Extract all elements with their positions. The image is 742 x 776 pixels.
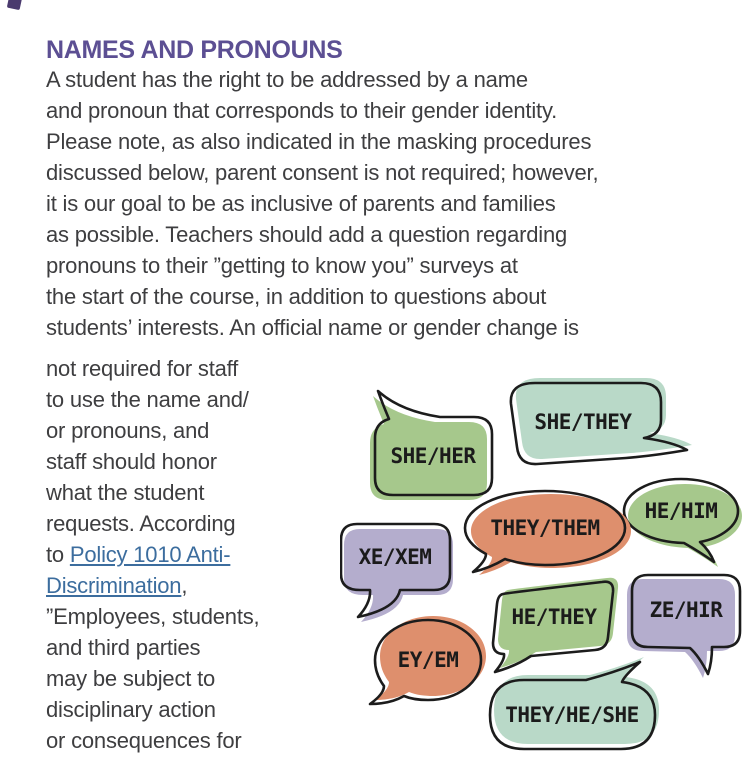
speech-bubble-ey-em	[370, 616, 486, 704]
bubble-fill	[627, 579, 735, 678]
paragraph-line: it is our goal to be as inclusive of parents and families	[46, 191, 556, 216]
paragraph-line	[46, 570, 346, 601]
paragraph-line: what the student	[46, 480, 205, 505]
paragraph-line: or pronouns, and	[46, 418, 210, 443]
bubble-fill	[494, 657, 659, 744]
paragraph-line: ”Employees, students,	[46, 604, 260, 629]
bubble-label-they-them: THEY/THEM	[490, 516, 600, 540]
paragraph-line: staff should honor	[46, 449, 217, 474]
paragraph-line: Please note, as also indicated in the masking procedures	[46, 129, 592, 154]
bubble-label-he-they: HE/THEY	[511, 605, 597, 629]
paragraph-line: may be subject to	[46, 666, 216, 691]
paragraph-line: the start of the course, in addition to questions about	[46, 284, 547, 309]
speech-bubble-he-they	[493, 578, 618, 672]
paragraph-line	[46, 539, 346, 570]
policy-1010-anti-discrimination-link[interactable]: Discrimination	[46, 573, 182, 598]
paragraph-text: to	[46, 542, 70, 567]
bubble-label-ey-em: EY/EM	[397, 648, 459, 672]
bubble-label-xe-xem: XE/XEM	[358, 545, 432, 569]
bubble-label-ze-hir: ZE/HIR	[649, 598, 723, 622]
paragraph-line: requests. According	[46, 511, 236, 536]
paragraph-line: pronouns to their ”getting to know you” surveys at	[46, 253, 518, 278]
bubble-label-she-her: SHE/HER	[390, 444, 476, 468]
paragraph-line: not required for staff	[46, 356, 239, 381]
bubble-fill	[344, 529, 453, 622]
pronoun-speech-bubbles-illustration	[340, 366, 742, 776]
paragraph-line: A student has the right to be addressed by a name	[46, 67, 528, 92]
paragraph-line: and pronoun that corresponds to their gender identity.	[46, 98, 558, 123]
bubble-label-he-him: HE/HIM	[644, 499, 718, 523]
speech-bubble-she-her	[370, 391, 492, 500]
paragraph-line: and third parties	[46, 635, 201, 660]
speech-bubble-they-them	[465, 491, 631, 575]
bubble-label-she-they: SHE/THEY	[534, 410, 632, 434]
paragraph-line: to use the name and/	[46, 387, 249, 412]
speech-bubble-she-they	[511, 378, 692, 464]
speech-bubble-he-him	[624, 479, 742, 567]
section-heading: NAMES AND PRONOUNS	[46, 36, 343, 64]
paragraph-line: discussed below, parent consent is not required; however,	[46, 160, 599, 185]
speech-bubble-ze-hir	[627, 575, 740, 678]
paragraph-line: students’ interests. An official name or gender change is	[46, 315, 579, 340]
paragraph-line: as possible. Teachers should add a question regarding	[46, 222, 568, 247]
paragraph-text: ,	[181, 573, 188, 598]
speech-bubble-they-he-she	[490, 657, 659, 749]
page-edge-decoration	[7, 0, 22, 10]
policy-1010-anti-discrimination-link[interactable]: Policy 1010 Anti-	[69, 542, 231, 567]
paragraph-line: or consequences for	[46, 728, 242, 753]
intro-paragraph	[46, 64, 742, 343]
bubble-fill	[628, 484, 742, 567]
speech-bubble-xe-xem	[341, 524, 453, 622]
bubble-label-they-he-she: THEY/HE/SHE	[505, 703, 639, 727]
paragraph-line: disciplinary action	[46, 697, 216, 722]
wrapped-paragraph-column	[46, 353, 346, 756]
